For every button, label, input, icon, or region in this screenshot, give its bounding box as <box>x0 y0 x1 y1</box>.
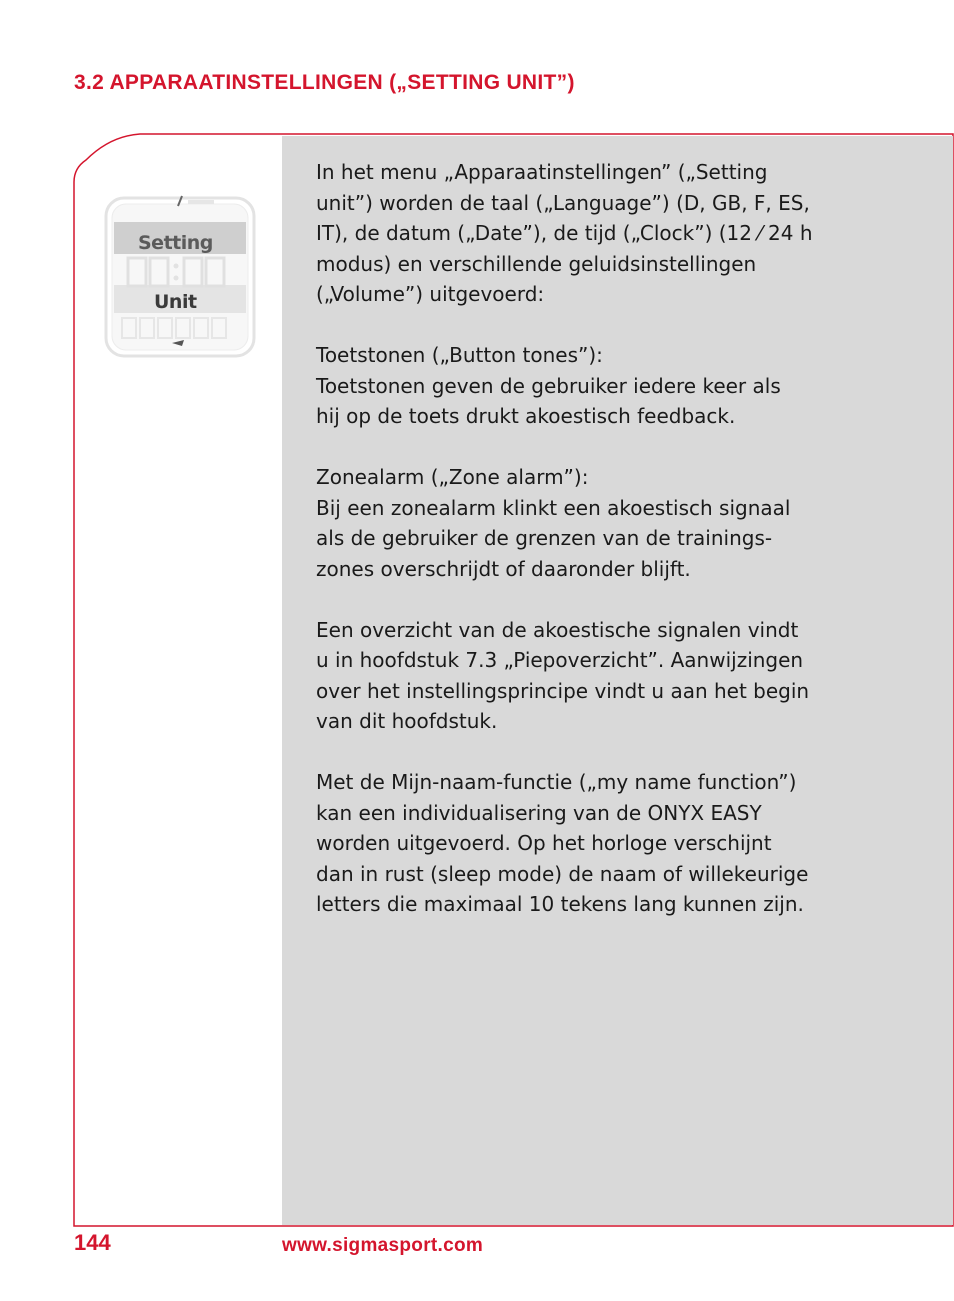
paragraph-intro: In het menu „Apparaatinstellingen” („Setting unit”) worden de taal („Language”) (D, GB, F, ES, IT), de datum („Date”), de tijd („Clock”) (12 ⁄ 24 h modus) en verschillende geluidsinstellingen („Volume”) uitgevoerd: <box>316 160 813 306</box>
footer-url-link[interactable]: www.sigmasport.com <box>282 1235 484 1256</box>
paragraph-my-name: Met de Mijn-naam-functie („my name function”) kan een individualisering van de ONYX EASY worden uitgevoerd. Op het horloge verschijnt dan in rust (sleep mode) de naam of willekeurige letters die maximaal 10 tekens lang kunnen zijn. <box>316 770 809 916</box>
page-number: 144 <box>74 1230 111 1255</box>
section-title: 3.2 APPARAATINSTELLINGEN („SETTING UNIT”) <box>74 71 575 94</box>
display-unit-label: Unit <box>154 291 197 313</box>
watch-display-illustration <box>102 190 258 360</box>
display-setting-label: Setting <box>138 232 213 254</box>
paragraph-button-tones: Toetstonen („Button tones”): Toetstonen geven de gebruiker iedere keer als hij op de toets drukt akoestisch feedback. <box>316 343 781 428</box>
body-text <box>316 157 856 950</box>
paragraph-zone-alarm: Zonealarm („Zone alarm”): Bij een zonealarm klinkt een akoestisch signaal als de gebruiker de grenzen van de trainings- zones overschrijdt of daaronder blijft. <box>316 465 791 581</box>
paragraph-overview: Een overzicht van de akoestische signalen vindt u in hoofdstuk 7.3 „Piepoverzicht”. Aanwijzingen over het instellingsprincipe vindt u aan het begin van dit hoofdstuk. <box>316 617 810 733</box>
